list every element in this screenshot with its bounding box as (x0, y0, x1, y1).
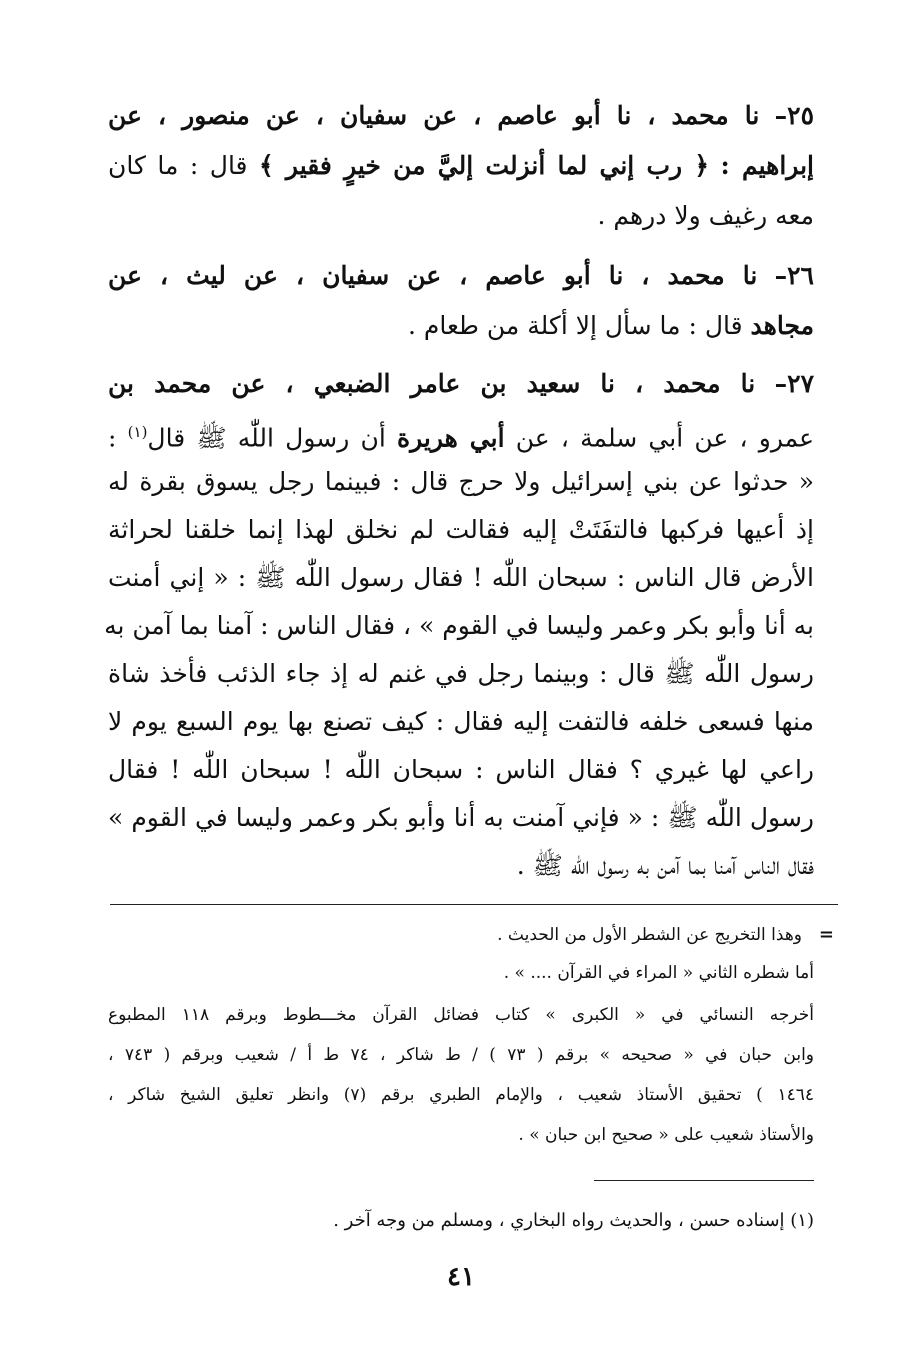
hadith-27-line-1: ٢٧– نا محمد ، نا سعيد بن عامر الضبعي ، عن محمد بن (108, 369, 814, 398)
hadith-27-line-10: رسول اللّٰه ﷺ : « فإني آمنت به أنا وأبو بكر وعمر وليسا في القوم » (108, 803, 814, 832)
footnote-separator (110, 904, 838, 905)
hadith-27-line-3: « حدثوا عن بني إسرائيل ولا حرج قال : فبينما رجل يسوق بقرة له (108, 467, 814, 496)
hadith-27-line-4: إذ أعيها فركبها فالتفَتَتْ إليه فقالت لم نخلق لهذا إنما خلقنا لحراثة (108, 515, 814, 544)
hadith-27-line-2: عمرو ، عن أبي سلمة ، عن أبي هريرة أن رسول اللّٰه ﷺ قال$^{(١)}$ : (108, 423, 814, 453)
footnote-continued-line-2: أما شطره الثاني « المراء في القرآن .... » . (503, 963, 814, 983)
footnote-continued-line-3: أخرجه النسائي في « الكبرى » كتاب فضائل القرآن مخـــطوط وبرقم ١١٨ المطبوع (108, 1005, 814, 1025)
hadith-25-line-1: ٢٥– نا محمد ، نا أبو عاصم ، عن سفيان ، عن منصور ، عن (108, 101, 814, 130)
hadith-number: ٢٥– (774, 101, 814, 130)
hadith-26-line-1: ٢٦– نا محمد ، نا أبو عاصم ، عن سفيان ، عن ليث ، عن (108, 261, 814, 290)
hadith-27-line-11: فقال الناس آمنا بما آمن به رسول اللّٰه ﷺ . (516, 851, 814, 880)
hadith-26-line-2: مجاهد قال : ما سأل إلا أكلة من طعام . (407, 311, 814, 340)
hadith-27-line-6: به أنا وأبو بكر وعمر وليسا في القوم » ، فقال الناس : آمنا بما آمن به (104, 611, 814, 640)
hadith-27-line-7: رسول اللّٰه ﷺ قال : وبينما رجل في غنم له إذ جاء الذئب فأخذ شاة (108, 659, 814, 688)
footnote-reference[interactable]: (١) (127, 423, 148, 441)
hadith-number: ٢٧– (774, 369, 814, 398)
footnote-continued-line-6: والأستاذ شعيب على « صحيح ابن حبان » . (518, 1125, 814, 1145)
continuation-marker: = (818, 924, 834, 945)
hadith-27-line-9: راعي لها غيري ؟ فقال الناس : سبحان اللّٰه ! سبحان اللّٰه ! فقال (108, 755, 814, 784)
page-number: ٤١ (447, 1262, 475, 1292)
hadith-25-line-3: معه رغيف ولا درهم . (597, 201, 814, 230)
footnote-1: (١) إسناده حسن ، والحديث رواه البخاري ، ومسلم من وجه آخر . (333, 1210, 814, 1231)
footnote-short-separator (594, 1180, 814, 1181)
hadith-27-line-5: الأرض قال الناس : سبحان اللّٰه ! فقال رسول اللّٰه ﷺ : « إني أمنت (108, 563, 814, 592)
quran-verse: ﴿ رب إني لما أنزلت إليَّ من خيرٍ فقير ﴾ (259, 151, 709, 180)
hadith-number: ٢٦– (774, 261, 814, 290)
hadith-25-line-2: إبراهيم : ﴿ رب إني لما أنزلت إليَّ من خيرٍ فقير ﴾ قال : ما كان (108, 151, 814, 180)
footnote-continued-line-4: وابن حبان في « صحيحه » برقم ( ٧٣ ) / ط شاكر ، ٧٤ ط أ / شعيب وبرقم ( ٧٤٣ ، (108, 1045, 815, 1065)
footnote-continued-line-1: وهذا التخريج عن الشطر الأول من الحديث . (497, 925, 802, 945)
hadith-27-line-8: منها فسعى خلفه فالتفت إليه فقال : كيف تصنع بها يوم السبع يوم لا (108, 707, 814, 736)
footnote-continued-line-5: ١٤٦٤ ) تحقيق الأستاذ شعيب ، والإمام الطبري برقم (٧) وانظر تعليق الشيخ شاكر ، (108, 1085, 814, 1105)
